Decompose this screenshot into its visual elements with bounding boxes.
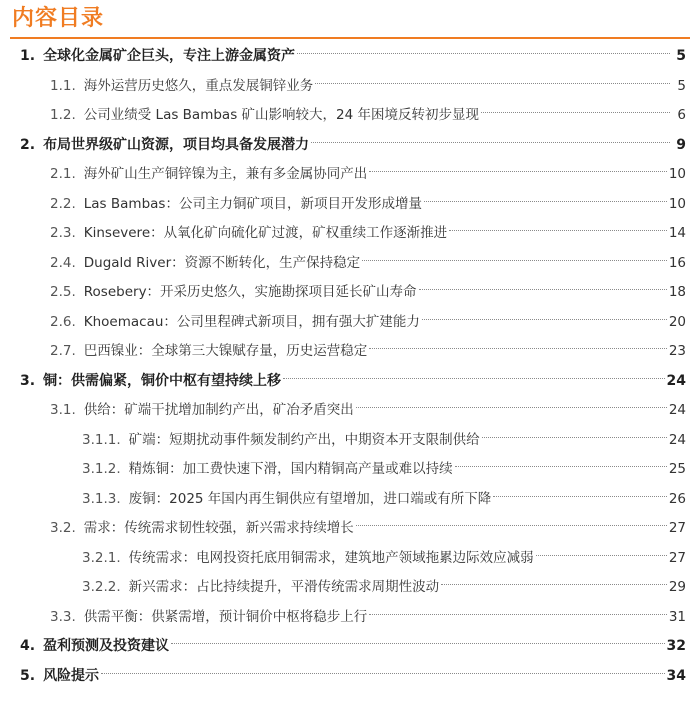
toc-entry-number: 2.6. [50,313,76,330]
dot-leader [449,230,667,231]
toc-entry-text: 海外运营历史悠久，重点发展铜锌业务 [83,77,314,94]
dot-leader [536,555,667,556]
toc-entry[interactable] [0,42,686,70]
dot-leader [356,525,667,526]
toc-entry-number: 1.1. [50,77,76,94]
toc-entry-text: Rosebery：开采历史悠久，实施勘探项目延长矿山寿命 [83,284,417,300]
toc-entry[interactable] [0,337,686,365]
toc-entry-text: 盈利预测及投资建议 [43,638,170,654]
toc-entry-text: Las Bambas：公司主力铜矿项目，新项目开发形成增量 [83,195,422,212]
toc-entry-page: 23 [668,343,686,359]
toc-entry-page: 5 [676,48,686,64]
dot-leader [315,83,670,84]
dot-leader [419,289,667,290]
dot-leader [369,348,667,349]
toc-entry-number: 3.3. [50,608,76,625]
toc-entry-text: 新兴需求：占比持续提升，平滑传统需求周期性波动 [128,579,440,595]
toc-entry-text: Khoemacau：公司里程碑式新项目，拥有强大扩建能力 [83,313,420,330]
toc-entry-number: 2.3. [50,225,76,241]
dot-leader [297,53,670,54]
toc-entry[interactable] [0,485,686,513]
toc-entry-number: 3.1.1. [82,431,121,448]
toc-entry[interactable] [0,308,686,336]
page-title: 内容目录 [12,6,105,31]
toc-entry-number: 1. [20,48,36,64]
toc-entry-page: 9 [676,136,686,153]
toc-entry-text: 公司业绩受 Las Bambas 矿山影响较大，24 年困境反转初步显现 [83,107,479,123]
dot-leader [424,201,667,202]
toc-entry-page: 20 [668,313,686,330]
toc-entry-text: 传统需求：电网投资托底用铜需求，建筑地产领域拖累边际效应减弱 [128,549,534,566]
toc-entry-text: 海外矿山生产铜锌镍为主，兼有多金属协同产出 [83,166,368,182]
dot-leader [283,378,664,379]
toc-entry[interactable] [0,249,686,277]
toc-entry[interactable] [0,101,686,129]
toc-entry[interactable] [0,72,686,100]
toc-entry[interactable] [0,603,686,631]
dot-leader [482,437,667,438]
dot-leader [455,466,667,467]
toc-entry-text: 矿端：短期扰动事件频发制约产出，中期资本开支限制供给 [128,431,480,448]
toc-entry-text: 全球化金属矿企巨头，专注上游金属资产 [43,48,296,64]
toc-entry[interactable] [0,367,686,395]
toc-entry-number: 3.1.2. [82,461,121,477]
toc-entry-number: 3.2. [50,520,76,536]
toc-entry-number: 2.5. [50,284,76,300]
dot-leader [493,496,667,497]
toc-entry-number: 5. [20,667,36,684]
toc-entry[interactable] [0,514,686,542]
toc-entry-text: 风险提示 [43,667,100,684]
toc-entry-number: 1.2. [50,107,76,123]
toc-entry-text: Kinsevere：从氧化矿向硫化矿过渡，矿权重续工作逐渐推进 [83,225,448,241]
toc-entry-page: 27 [668,520,686,536]
toc-entry[interactable] [0,544,686,572]
toc-entry-text: 供需平衡：供紧需增，预计铜价中枢将稳步上行 [83,608,368,625]
dot-leader [356,407,667,408]
dot-leader [441,584,667,585]
toc-entry-text: 布局世界级矿山资源，项目均具备发展潜力 [43,136,310,153]
toc-entry-page: 10 [668,166,686,182]
toc-entry-number: 2.7. [50,343,76,359]
toc-entry-text: 巴西镍业：全球第三大镍赋存量，历史运营稳定 [83,343,368,359]
dot-leader [171,643,664,644]
toc-entry-page: 29 [668,579,686,595]
toc-entry-page: 14 [668,225,686,241]
toc-entry[interactable] [0,426,686,454]
toc-entry[interactable] [0,455,686,483]
toc-entry-number: 2. [20,136,36,153]
toc-entry-page: 16 [668,254,686,271]
toc-entry-text: 供给：矿端干扰增加制约产出，矿冶矛盾突出 [83,402,354,418]
toc-entry[interactable] [0,131,686,159]
dot-leader [422,319,667,320]
toc-entry-page: 26 [668,490,686,507]
toc-entry-text: Dugald River：资源不断转化，生产保持稳定 [83,254,361,271]
toc-entry-page: 10 [668,195,686,212]
dot-leader [311,142,670,143]
toc-entry-number: 3.1.3. [82,490,121,507]
toc-entry-page: 18 [668,284,686,300]
toc-entry[interactable] [0,396,686,424]
toc-entry-number: 2.2. [50,195,76,212]
toc-entry-page: 34 [666,667,686,684]
toc-entry-page: 24 [666,372,686,389]
toc-entry-text: 废铜：2025 年国内再生铜供应有望增加，进口端或有所下降 [128,490,492,507]
toc-entry-text: 需求：传统需求韧性较强，新兴需求持续增长 [83,520,354,536]
toc-entry-number: 3. [20,372,36,389]
title-divider [10,37,690,39]
toc-entry[interactable] [0,632,686,660]
toc-entry[interactable] [0,160,686,188]
toc-entry-number: 3.2.1. [82,549,121,566]
toc-entry-number: 4. [20,638,36,654]
toc-entry-number: 3.1. [50,402,76,418]
toc-entry-page: 31 [668,608,686,625]
dot-leader [101,673,664,674]
toc-entry-page: 24 [668,431,686,448]
toc-entry-page: 5 [677,77,686,94]
dot-leader [369,614,667,615]
toc-entry-page: 24 [668,402,686,418]
toc-entry[interactable] [0,278,686,306]
toc-entry-page: 6 [677,107,686,123]
toc-entry-page: 25 [668,461,686,477]
toc-entry-number: 2.1. [50,166,76,182]
toc-entry[interactable] [0,190,686,218]
toc-entry[interactable] [0,662,686,690]
toc-entry-page: 27 [668,549,686,566]
dot-leader [369,171,667,172]
toc-entry-text: 铜：供需偏紧，铜价中枢有望持续上移 [43,372,282,389]
dot-leader [362,260,667,261]
toc-entry[interactable] [0,573,686,601]
toc-entry-text: 精炼铜：加工费快速下滑，国内精铜高产量或难以持续 [128,461,453,477]
dot-leader [481,112,670,113]
toc-entry-page: 32 [666,638,686,654]
toc-entry-number: 3.2.2. [82,579,121,595]
toc-entry[interactable] [0,219,686,247]
toc-entry-number: 2.4. [50,254,76,271]
